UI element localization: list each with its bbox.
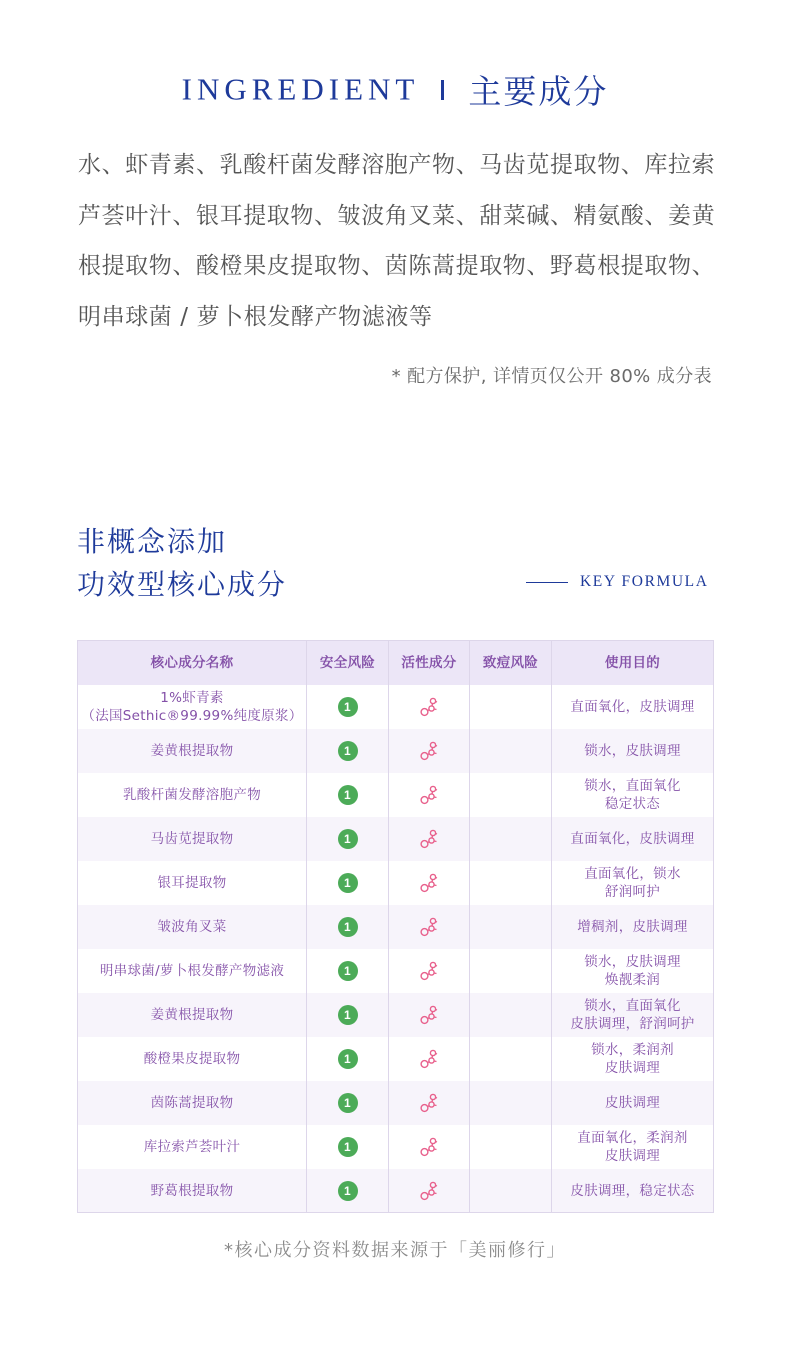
green-circle-icon: 1: [338, 961, 358, 981]
usage-purpose: 锁水，皮肤调理: [584, 743, 681, 759]
acne-risk-cell: [470, 817, 552, 861]
table-row: [78, 729, 713, 773]
header-safety: 安全风险: [307, 641, 389, 685]
molecule-icon: [418, 1048, 440, 1070]
table-row: [78, 685, 713, 729]
green-circle-icon: 1: [338, 829, 358, 849]
ingredient-name: 库拉索芦荟叶汁: [78, 1125, 307, 1169]
active-ingredient-cell: [389, 817, 470, 861]
safety-risk-cell: [307, 993, 389, 1037]
molecule-icon: [418, 960, 440, 982]
usage-purpose: 直面氧化，柔润剂 皮肤调理: [577, 1130, 688, 1164]
active-ingredient-cell: [389, 773, 470, 817]
green-circle-icon: 1: [338, 1137, 358, 1157]
table-row: [78, 817, 713, 861]
molecule-icon: [418, 872, 440, 894]
safety-risk-cell: [307, 905, 389, 949]
active-ingredient-cell: [389, 905, 470, 949]
acne-risk-cell: [470, 1125, 552, 1169]
section-title-line2: 功效型核心成分: [77, 568, 288, 601]
acne-risk-cell: [470, 861, 552, 905]
header-active: 活性成分: [389, 641, 470, 685]
table-row: [78, 905, 713, 949]
usage-purpose: 锁水，柔润剂 皮肤调理: [591, 1042, 674, 1076]
table-row: [78, 1169, 713, 1213]
table-row: [78, 993, 713, 1037]
usage-purpose: 锁水，直面氧化 皮肤调理，舒润呵护: [570, 998, 695, 1032]
section-title-line1: 非概念添加: [77, 525, 228, 558]
acne-risk-cell: [470, 729, 552, 773]
green-circle-icon: 1: [338, 741, 358, 761]
safety-risk-cell: [307, 685, 389, 729]
safety-risk-cell: [307, 1125, 389, 1169]
safety-risk-cell: [307, 1081, 389, 1125]
active-ingredient-cell: [389, 861, 470, 905]
molecule-icon: [418, 1136, 440, 1158]
safety-risk-cell: [307, 729, 389, 773]
molecule-icon: [418, 1004, 440, 1026]
formula-protection-note: * 配方保护, 详情页仅公开 80% 成分表: [391, 366, 712, 387]
acne-risk-cell: [470, 773, 552, 817]
molecule-icon: [418, 696, 440, 718]
safety-risk-cell: [307, 949, 389, 993]
heading-chinese: 主要成分: [468, 72, 609, 111]
key-ingredients-table: [77, 640, 714, 1213]
table-body: [78, 685, 713, 1213]
active-ingredient-cell: [389, 685, 470, 729]
header-purpose: 使用目的: [604, 655, 661, 671]
usage-purpose: 锁水，直面氧化 稳定状态: [584, 778, 681, 812]
ingredient-name: 茵陈蒿提取物: [78, 1081, 307, 1125]
usage-purpose: 增稠剂，皮肤调理: [577, 919, 688, 935]
acne-risk-cell: [470, 685, 552, 729]
table-header-row: [78, 641, 713, 685]
ingredient-name: 乳酸杆菌发酵溶胞产物: [78, 773, 307, 817]
table-row: [78, 949, 713, 993]
safety-risk-cell: [307, 861, 389, 905]
green-circle-icon: 1: [338, 785, 358, 805]
usage-purpose: 锁水，皮肤调理 焕靓柔润: [584, 954, 681, 988]
data-source-note: *核心成分资料数据来源于「美丽修行」: [224, 1240, 566, 1261]
acne-risk-cell: [470, 1081, 552, 1125]
header-acne: 致痘风险: [470, 641, 552, 685]
ingredient-name: 野葛根提取物: [78, 1169, 307, 1213]
molecule-icon: [418, 784, 440, 806]
safety-risk-cell: [307, 1169, 389, 1213]
ingredient-name: 1%虾青素 （法国Sethic®99.99%纯度原浆）: [78, 685, 307, 729]
ingredient-name: 明串球菌/萝卜根发酵产物滤液: [78, 949, 307, 993]
acne-risk-cell: [470, 949, 552, 993]
usage-purpose: 皮肤调理，稳定状态: [570, 1183, 695, 1199]
heading-divider: [441, 80, 444, 100]
ingredient-name: 姜黄根提取物: [78, 993, 307, 1037]
ingredient-heading: [0, 66, 790, 113]
molecule-icon: [418, 1092, 440, 1114]
safety-risk-cell: [307, 1037, 389, 1081]
acne-risk-cell: [470, 993, 552, 1037]
ingredient-name: 银耳提取物: [78, 861, 307, 905]
ingredient-name: 皱波角叉菜: [78, 905, 307, 949]
molecule-icon: [418, 828, 440, 850]
active-ingredient-cell: [389, 1081, 470, 1125]
table-row: [78, 861, 713, 905]
table-row: [78, 1081, 713, 1125]
safety-risk-cell: [307, 817, 389, 861]
acne-risk-cell: [470, 905, 552, 949]
safety-risk-cell: [307, 773, 389, 817]
ingredient-name: 马齿苋提取物: [78, 817, 307, 861]
green-circle-icon: 1: [338, 917, 358, 937]
green-circle-icon: 1: [338, 697, 358, 717]
molecule-icon: [418, 740, 440, 762]
green-circle-icon: 1: [338, 1093, 358, 1113]
usage-purpose: 直面氧化，皮肤调理: [570, 831, 695, 847]
acne-risk-cell: [470, 1037, 552, 1081]
molecule-icon: [418, 1180, 440, 1202]
active-ingredient-cell: [389, 729, 470, 773]
usage-purpose: 直面氧化，皮肤调理: [570, 699, 695, 715]
green-circle-icon: 1: [338, 1181, 358, 1201]
ingredients-list: 水、虾青素、乳酸杆菌发酵溶胞产物、马齿苋提取物、库拉索芦荟叶汁、银耳提取物、皱波角叉菜、甜菜碱、精氨酸、姜黄根提取物、酸橙果皮提取物、茵陈蒿提取物、野葛根提取物、明串球菌 / 萝卜根发酵产物滤液等: [78, 152, 716, 330]
table-row: [78, 1037, 713, 1081]
active-ingredient-cell: [389, 949, 470, 993]
ingredient-name: 酸橙果皮提取物: [78, 1037, 307, 1081]
key-formula-rule: [526, 582, 568, 583]
active-ingredient-cell: [389, 1125, 470, 1169]
usage-purpose: 直面氧化，锁水 舒润呵护: [584, 866, 681, 900]
ingredient-name: 姜黄根提取物: [78, 729, 307, 773]
active-ingredient-cell: [389, 1037, 470, 1081]
active-ingredient-cell: [389, 993, 470, 1037]
green-circle-icon: 1: [338, 1005, 358, 1025]
key-formula-label: KEY FORMULA: [580, 573, 709, 590]
active-ingredient-cell: [389, 1169, 470, 1213]
table-row: [78, 773, 713, 817]
heading-english: INGREDIENT: [181, 71, 420, 107]
molecule-icon: [418, 916, 440, 938]
green-circle-icon: 1: [338, 1049, 358, 1069]
table-row: [78, 1125, 713, 1169]
header-name: 核心成分名称: [78, 641, 307, 685]
green-circle-icon: 1: [338, 873, 358, 893]
acne-risk-cell: [470, 1169, 552, 1213]
usage-purpose: 皮肤调理: [604, 1095, 661, 1111]
